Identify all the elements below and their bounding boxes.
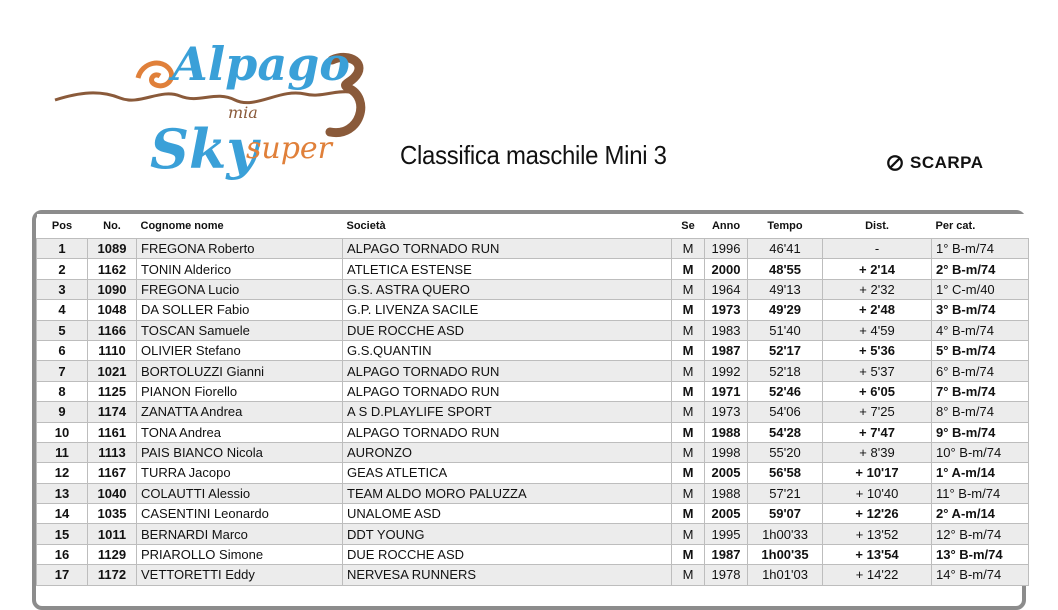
cell-year: 1971: [705, 381, 748, 401]
cell-sex: M: [672, 402, 705, 422]
cell-pos: 16: [37, 544, 88, 564]
cell-pos: 8: [37, 381, 88, 401]
cell-category: 1° B-m/74: [932, 239, 1029, 259]
cell-year: 1987: [705, 340, 748, 360]
cell-number: 1174: [88, 402, 137, 422]
cell-gap: + 4'59: [823, 320, 932, 340]
page-title: Classifica maschile Mini 3: [400, 140, 667, 170]
alpago-skysuper-logo-icon: [50, 18, 380, 198]
cell-sex: M: [672, 483, 705, 503]
header-category: Per cat.: [932, 214, 1029, 239]
cell-category: 10° B-m/74: [932, 442, 1029, 462]
cell-number: 1089: [88, 239, 137, 259]
cell-sex: M: [672, 524, 705, 544]
cell-year: 1973: [705, 300, 748, 320]
cell-category: 9° B-m/74: [932, 422, 1029, 442]
cell-category: 12° B-m/74: [932, 524, 1029, 544]
cell-gap: + 12'26: [823, 504, 932, 524]
cell-club: ATLETICA ESTENSE: [343, 259, 672, 279]
cell-name: FREGONA Roberto: [137, 239, 343, 259]
cell-club: AURONZO: [343, 442, 672, 462]
cell-pos: 17: [37, 565, 88, 585]
cell-pos: 11: [37, 442, 88, 462]
table-row: [37, 381, 1029, 401]
header-time: Tempo: [748, 214, 823, 239]
cell-club: DUE ROCCHE ASD: [343, 544, 672, 564]
cell-time: 52'18: [748, 361, 823, 381]
cell-gap: + 7'47: [823, 422, 932, 442]
cell-number: 1011: [88, 524, 137, 544]
cell-time: 59'07: [748, 504, 823, 524]
cell-category: 6° B-m/74: [932, 361, 1029, 381]
cell-year: 1973: [705, 402, 748, 422]
cell-sex: M: [672, 504, 705, 524]
cell-number: 1161: [88, 422, 137, 442]
sponsor-logo: [886, 153, 984, 173]
cell-category: 14° B-m/74: [932, 565, 1029, 585]
cell-pos: 7: [37, 361, 88, 381]
cell-name: TURRA Jacopo: [137, 463, 343, 483]
cell-name: TONA Andrea: [137, 422, 343, 442]
header-year: Anno: [705, 214, 748, 239]
cell-club: ALPAGO TORNADO RUN: [343, 239, 672, 259]
cell-pos: 14: [37, 504, 88, 524]
cell-year: 1978: [705, 565, 748, 585]
header-gap: Dist.: [823, 214, 932, 239]
event-logo: [50, 18, 380, 198]
cell-time: 56'58: [748, 463, 823, 483]
table-row: [37, 279, 1029, 299]
cell-time: 1h01'03: [748, 565, 823, 585]
table-row: [37, 463, 1029, 483]
cell-number: 1110: [88, 340, 137, 360]
cell-time: 52'46: [748, 381, 823, 401]
header-club: Società: [343, 214, 672, 239]
cell-pos: 9: [37, 402, 88, 422]
cell-time: 49'29: [748, 300, 823, 320]
cell-gap: + 13'52: [823, 524, 932, 544]
cell-club: G.S. ASTRA QUERO: [343, 279, 672, 299]
cell-category: 4° B-m/74: [932, 320, 1029, 340]
cell-club: G.P. LIVENZA SACILE: [343, 300, 672, 320]
table-row: [37, 239, 1029, 259]
cell-name: PIANON Fiorello: [137, 381, 343, 401]
cell-gap: + 8'39: [823, 442, 932, 462]
table-row: [37, 402, 1029, 422]
cell-number: 1021: [88, 361, 137, 381]
cell-gap: + 13'54: [823, 544, 932, 564]
table-row: [37, 320, 1029, 340]
header-pos: Pos: [37, 214, 88, 239]
cell-club: DUE ROCCHE ASD: [343, 320, 672, 340]
cell-name: BORTOLUZZI Gianni: [137, 361, 343, 381]
cell-gap: + 2'48: [823, 300, 932, 320]
cell-pos: 15: [37, 524, 88, 544]
cell-time: 55'20: [748, 442, 823, 462]
cell-number: 1090: [88, 279, 137, 299]
cell-category: 3° B-m/74: [932, 300, 1029, 320]
cell-club: ALPAGO TORNADO RUN: [343, 361, 672, 381]
cell-name: PAIS BIANCO Nicola: [137, 442, 343, 462]
cell-year: 1988: [705, 483, 748, 503]
table-row: [37, 504, 1029, 524]
cell-name: FREGONA Lucio: [137, 279, 343, 299]
cell-sex: M: [672, 442, 705, 462]
cell-number: 1040: [88, 483, 137, 503]
cell-time: 1h00'35: [748, 544, 823, 564]
cell-gap: + 7'25: [823, 402, 932, 422]
cell-gap: + 2'32: [823, 279, 932, 299]
cell-time: 57'21: [748, 483, 823, 503]
cell-club: G.S.QUANTIN: [343, 340, 672, 360]
cell-club: TEAM ALDO MORO PALUZZA: [343, 483, 672, 503]
cell-sex: M: [672, 279, 705, 299]
table-row: [37, 483, 1029, 503]
cell-year: 1964: [705, 279, 748, 299]
cell-club: A S D.PLAYLIFE SPORT: [343, 402, 672, 422]
cell-year: 1998: [705, 442, 748, 462]
cell-year: 1987: [705, 544, 748, 564]
header-number: No.: [88, 214, 137, 239]
cell-gap: + 5'36: [823, 340, 932, 360]
cell-number: 1048: [88, 300, 137, 320]
cell-name: VETTORETTI Eddy: [137, 565, 343, 585]
cell-year: 1988: [705, 422, 748, 442]
cell-gap: + 14'22: [823, 565, 932, 585]
cell-name: DA SOLLER Fabio: [137, 300, 343, 320]
cell-name: BERNARDI Marco: [137, 524, 343, 544]
cell-club: UNALOME ASD: [343, 504, 672, 524]
cell-year: 1992: [705, 361, 748, 381]
table-header-row: [37, 214, 1029, 239]
table-row: [37, 300, 1029, 320]
results-table: [36, 214, 1029, 586]
cell-club: NERVESA RUNNERS: [343, 565, 672, 585]
cell-name: TONIN Alderico: [137, 259, 343, 279]
cell-gap: + 10'17: [823, 463, 932, 483]
cell-gap: -: [823, 239, 932, 259]
cell-number: 1162: [88, 259, 137, 279]
cell-pos: 13: [37, 483, 88, 503]
cell-number: 1129: [88, 544, 137, 564]
sponsor-name: SCARPA: [910, 153, 984, 172]
cell-sex: M: [672, 463, 705, 483]
cell-number: 1166: [88, 320, 137, 340]
table-row: [37, 361, 1029, 381]
cell-number: 1035: [88, 504, 137, 524]
cell-sex: M: [672, 381, 705, 401]
cell-sex: M: [672, 340, 705, 360]
cell-category: 5° B-m/74: [932, 340, 1029, 360]
cell-name: OLIVIER Stefano: [137, 340, 343, 360]
cell-gap: + 5'37: [823, 361, 932, 381]
cell-category: 1° C-m/40: [932, 279, 1029, 299]
cell-name: TOSCAN Samuele: [137, 320, 343, 340]
cell-category: 13° B-m/74: [932, 544, 1029, 564]
cell-name: PRIAROLLO Simone: [137, 544, 343, 564]
cell-time: 51'40: [748, 320, 823, 340]
logo-super-text: super: [246, 131, 333, 166]
table-row: [37, 544, 1029, 564]
table-row: [37, 442, 1029, 462]
cell-sex: M: [672, 320, 705, 340]
cell-number: 1125: [88, 381, 137, 401]
cell-year: 1996: [705, 239, 748, 259]
header-sex: Se: [672, 214, 705, 239]
cell-club: GEAS ATLETICA: [343, 463, 672, 483]
cell-gap: + 2'14: [823, 259, 932, 279]
cell-gap: + 10'40: [823, 483, 932, 503]
table-row: [37, 565, 1029, 585]
cell-time: 52'17: [748, 340, 823, 360]
cell-number: 1113: [88, 442, 137, 462]
cell-year: 2000: [705, 259, 748, 279]
logo-mia-text: mia: [228, 103, 258, 122]
cell-category: 8° B-m/74: [932, 402, 1029, 422]
cell-category: 7° B-m/74: [932, 381, 1029, 401]
cell-time: 1h00'33: [748, 524, 823, 544]
cell-pos: 6: [37, 340, 88, 360]
cell-sex: M: [672, 300, 705, 320]
cell-pos: 10: [37, 422, 88, 442]
table-row: [37, 524, 1029, 544]
cell-sex: M: [672, 259, 705, 279]
cell-pos: 3: [37, 279, 88, 299]
cell-year: 1995: [705, 524, 748, 544]
cell-gap: + 6'05: [823, 381, 932, 401]
cell-name: COLAUTTI Alessio: [137, 483, 343, 503]
cell-time: 54'06: [748, 402, 823, 422]
cell-number: 1172: [88, 565, 137, 585]
cell-year: 2005: [705, 504, 748, 524]
cell-sex: M: [672, 239, 705, 259]
table-row: [37, 259, 1029, 279]
cell-sex: M: [672, 361, 705, 381]
cell-pos: 12: [37, 463, 88, 483]
cell-category: 2° A-m/14: [932, 504, 1029, 524]
cell-pos: 4: [37, 300, 88, 320]
cell-category: 1° A-m/14: [932, 463, 1029, 483]
logo-alpago-text: Alpago: [172, 37, 350, 91]
cell-sex: M: [672, 565, 705, 585]
cell-time: 54'28: [748, 422, 823, 442]
cell-time: 49'13: [748, 279, 823, 299]
cell-year: 2005: [705, 463, 748, 483]
cell-name: ZANATTA Andrea: [137, 402, 343, 422]
cell-club: DDT YOUNG: [343, 524, 672, 544]
cell-sex: M: [672, 422, 705, 442]
cell-category: 11° B-m/74: [932, 483, 1029, 503]
cell-category: 2° B-m/74: [932, 259, 1029, 279]
cell-pos: 2: [37, 259, 88, 279]
cell-sex: M: [672, 544, 705, 564]
scarpa-logo-icon: [886, 154, 904, 172]
table-row: [37, 340, 1029, 360]
cell-pos: 5: [37, 320, 88, 340]
cell-time: 48'55: [748, 259, 823, 279]
logo-sky-text: Sky: [150, 117, 258, 181]
cell-name: CASENTINI Leonardo: [137, 504, 343, 524]
cell-year: 1983: [705, 320, 748, 340]
cell-club: ALPAGO TORNADO RUN: [343, 422, 672, 442]
cell-pos: 1: [37, 239, 88, 259]
table-row: [37, 422, 1029, 442]
cell-time: 46'41: [748, 239, 823, 259]
header-name: Cognome nome: [137, 214, 343, 239]
cell-club: ALPAGO TORNADO RUN: [343, 381, 672, 401]
cell-number: 1167: [88, 463, 137, 483]
